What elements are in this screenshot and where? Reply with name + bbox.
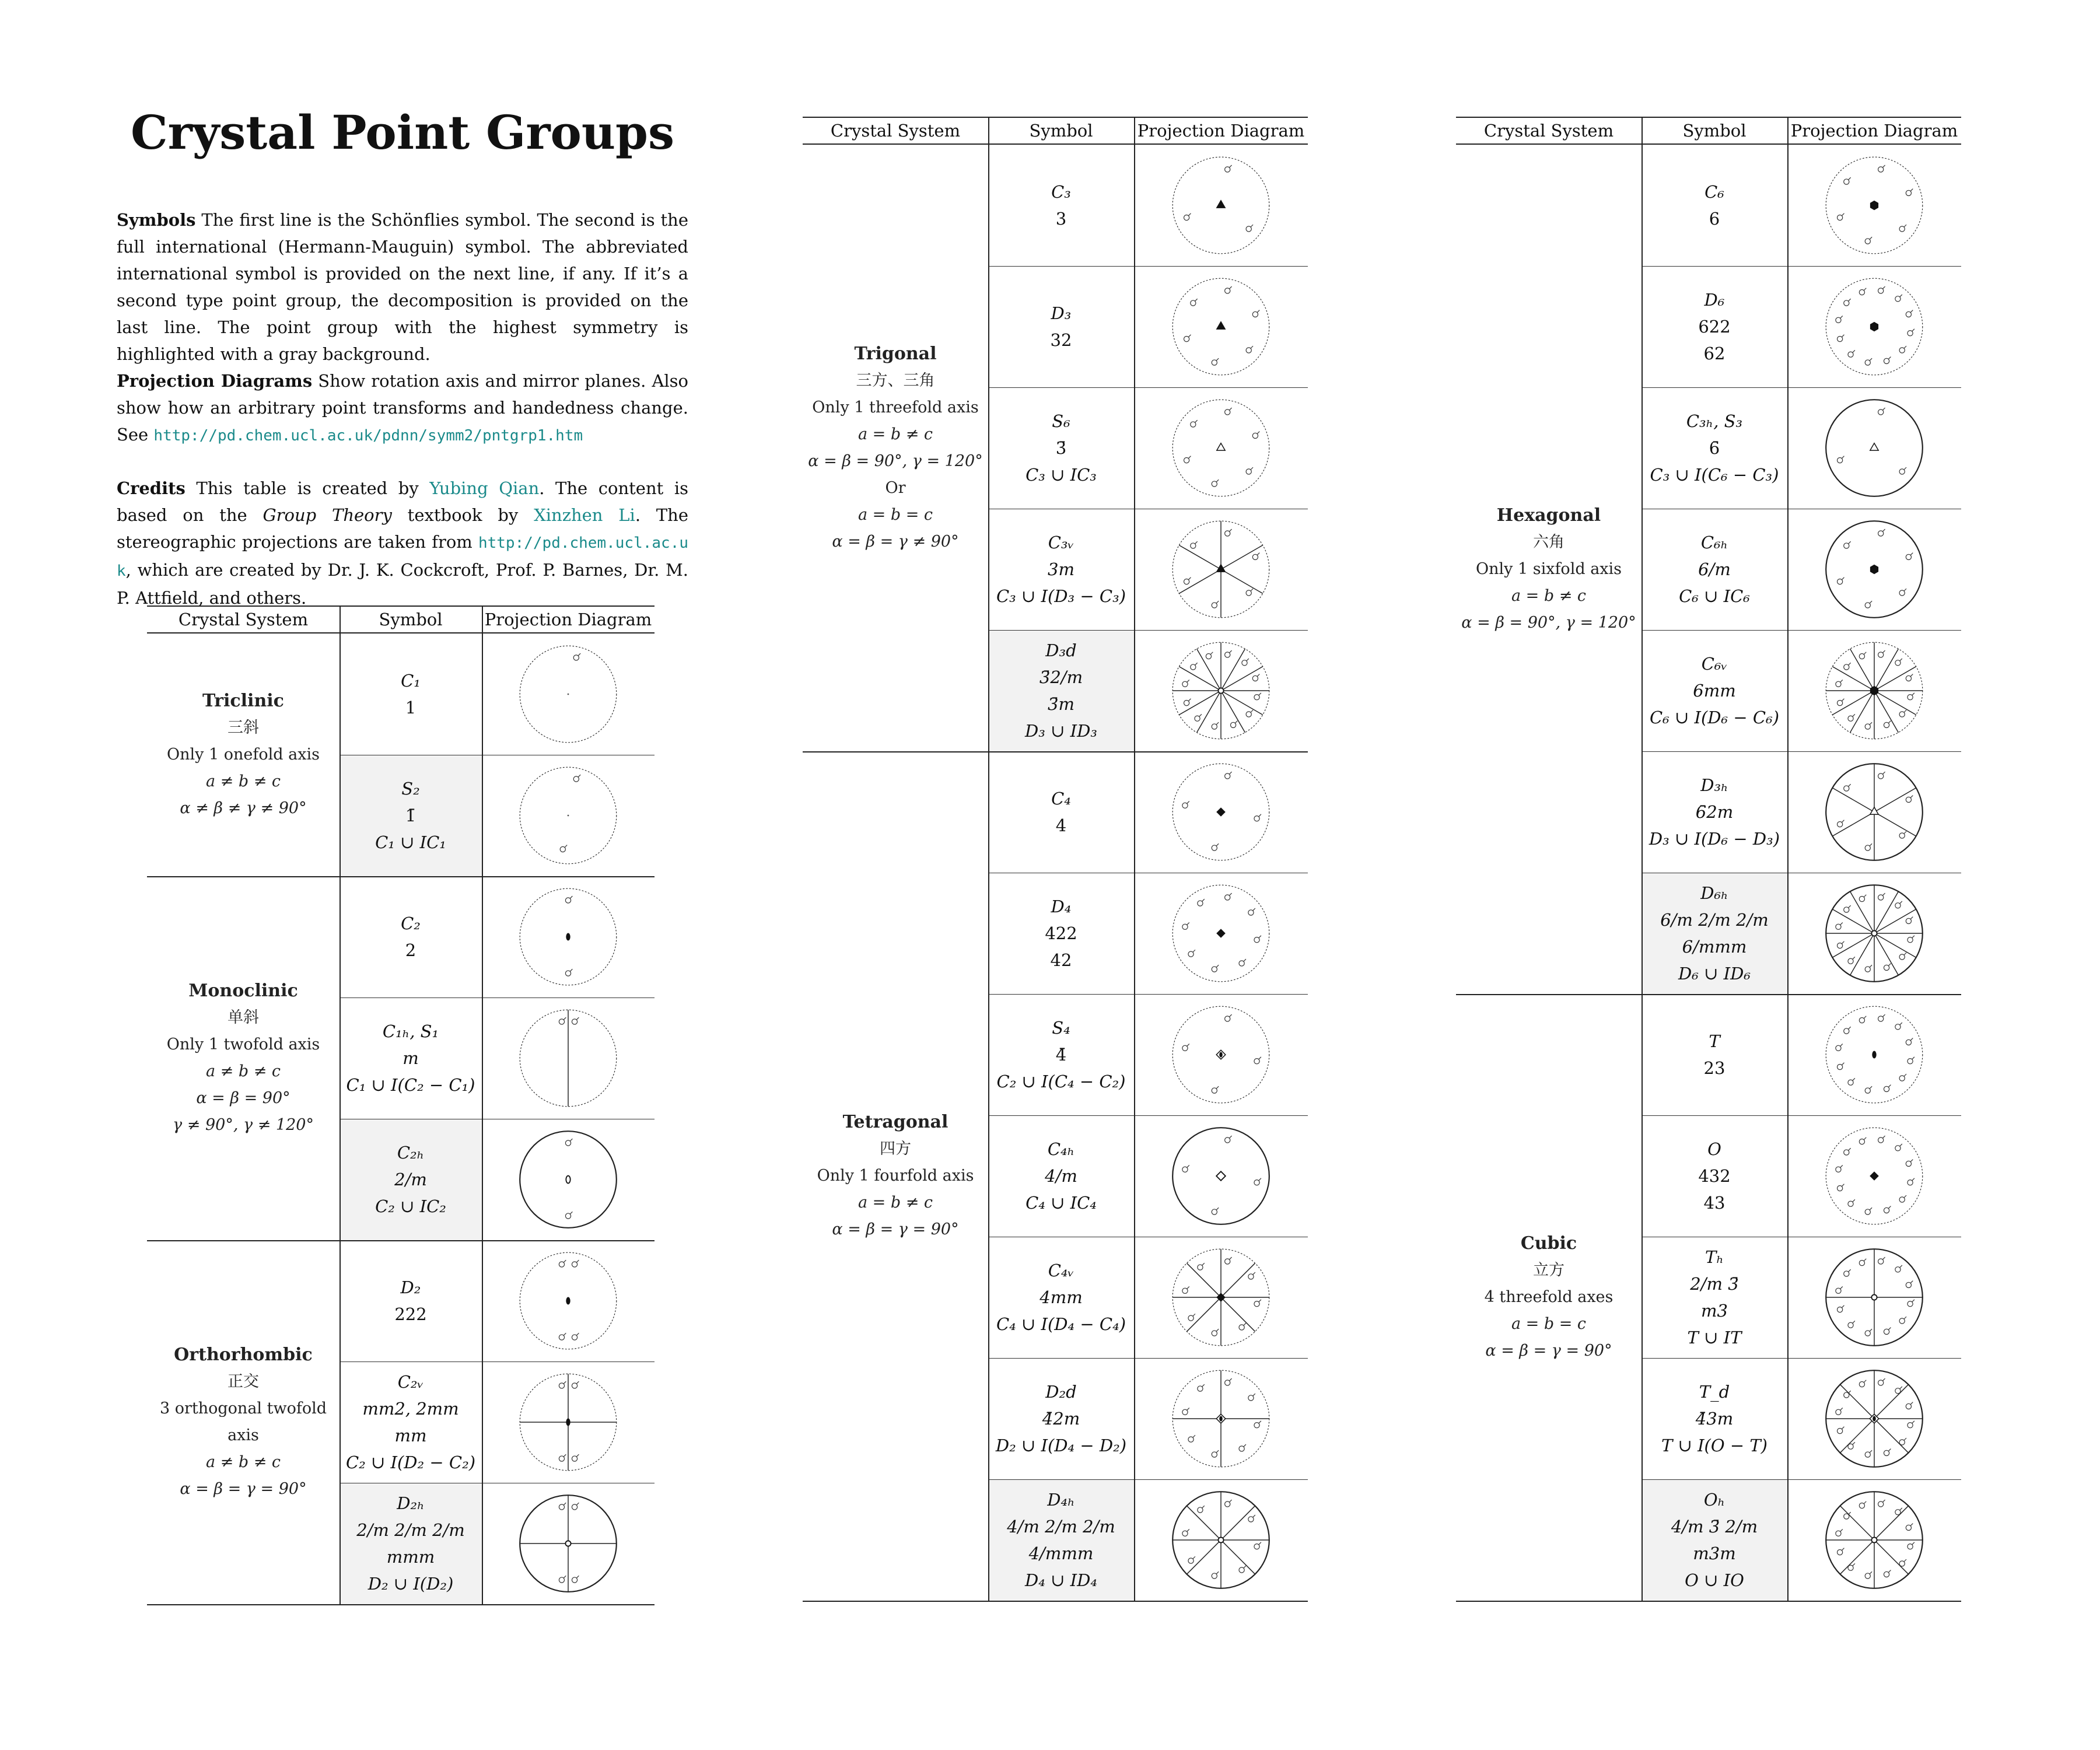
projection-diagram (1821, 880, 1928, 989)
projection-diagram (514, 1126, 622, 1236)
projection-diagram (1167, 758, 1275, 868)
symbol-line: D₂ₕ (397, 1493, 425, 1513)
projection-diagram (1821, 152, 1928, 261)
point-group-symbol (988, 994, 1134, 1115)
projection-diagram (1821, 1365, 1928, 1475)
projection-diagram (514, 883, 622, 993)
symbol-line: 4̄ (1055, 1045, 1067, 1065)
symbol-line: C₄ ∪ I(D₄ − C₄) (996, 1314, 1126, 1334)
projection-diagram (1167, 1486, 1275, 1596)
crystal-system-cell (147, 634, 340, 876)
point-group-symbol (340, 1483, 482, 1604)
paragraph-text: . The stereographic projections are taken from (117, 505, 689, 552)
symbol-line: mmm (386, 1547, 435, 1567)
projection-diagram (1167, 1244, 1275, 1353)
crystal-system-property: Only 1 twofold axis (166, 1035, 320, 1054)
symbol-line: C₂ ∪ I(D₂ − C₂) (345, 1452, 476, 1472)
symbol-line: 42 (1050, 950, 1072, 970)
symbol-line: C₆ ∪ I(D₆ − C₆) (1649, 708, 1780, 727)
symbol-line: 2/m 2/m 2/m (356, 1520, 465, 1540)
crystal-system-property: γ ≠ 90°, γ ≠ 120° (173, 1116, 314, 1134)
table-header (1456, 117, 1961, 145)
symbol-line: 622 (1698, 317, 1731, 337)
symbol-line: 3̄ (1055, 438, 1067, 458)
crystal-system-property: α = β = γ = 90° (180, 1480, 307, 1498)
symbol-line: 6̄2m (1695, 802, 1734, 822)
symbol-line: Oₕ (1703, 1490, 1726, 1510)
point-group-symbol (340, 1240, 482, 1362)
symbol-line: T_d (1699, 1382, 1730, 1402)
symbol-line: D₄ (1051, 897, 1072, 916)
symbol-line: 422 (1045, 923, 1077, 943)
crystal-system-property: Only 1 threefold axis (812, 398, 979, 416)
symbol-line: C₆ ∪ IC₆ (1679, 586, 1750, 606)
crystal-system-property: 3 orthogonal twofold axis (159, 1399, 327, 1444)
projection-diagram (1167, 1122, 1275, 1232)
symbol-line: 1̄ (405, 806, 416, 825)
symbol-line: 3̄m (1048, 694, 1074, 714)
projection-diagram (1167, 394, 1275, 504)
stereographic-projection (1821, 880, 1928, 987)
symbol-line: C₁ ∪ IC₁ (375, 832, 446, 852)
symbol-line: 62 (1703, 344, 1726, 363)
column-header: Crystal System (1483, 121, 1614, 141)
symbol-line: D₆ₕ (1700, 883, 1728, 903)
point-group-symbol (1642, 994, 1787, 1115)
table-header (803, 117, 1308, 145)
symbol-line: C₆ₕ (1700, 533, 1728, 552)
symbol-line: S₂ (401, 779, 420, 799)
crystal-system-property: 四方 (880, 1140, 911, 1158)
author-link[interactable]: Yubing Qian (429, 478, 540, 498)
symbol-line: m3m (1693, 1544, 1736, 1563)
stereographic-projection (1821, 394, 1928, 502)
point-group-symbol (340, 876, 482, 998)
symbol-line: D₆ ∪ ID₆ (1678, 964, 1751, 984)
point-group-table (147, 606, 654, 1605)
crystal-system-property: Only 1 onefold axis (167, 746, 320, 764)
crystal-system-name: Orthorhombic (174, 1345, 313, 1365)
projection-diagram (1821, 1001, 1928, 1111)
projection-diagrams-paragraph (117, 368, 688, 449)
symbol-line: C₆ᵥ (1701, 654, 1728, 674)
symbol-line: D₃d (1045, 640, 1077, 660)
crystal-system-property: 三斜 (228, 719, 259, 737)
crystal-system-property: α = β = 90° (196, 1089, 290, 1107)
stereographic-projection (514, 1247, 622, 1354)
symbol-line: C₄ᵥ (1048, 1261, 1074, 1280)
symbol-line: C₃ₕ, S₃ (1686, 411, 1743, 431)
column-header: Crystal System (178, 610, 309, 629)
paragraph-text: . The content is based on the (117, 478, 688, 525)
point-group-symbol (1642, 387, 1787, 509)
projection-diagram (1821, 394, 1928, 504)
crystal-system-property: 单斜 (228, 1009, 259, 1027)
projection-diagram (1821, 516, 1928, 625)
symbol-line: 4̄2m (1042, 1409, 1080, 1429)
point-group-symbol (988, 630, 1134, 751)
symbol-line: 4/m (1045, 1166, 1077, 1186)
symbol-line: 1 (405, 698, 416, 718)
point-group-symbol (988, 509, 1134, 630)
stereographic-projection (1821, 1122, 1928, 1230)
crystal-system-property: a ≠ b ≠ c (205, 1453, 281, 1471)
symbol-line: C₃ ∪ I(D₃ − C₃) (996, 586, 1126, 606)
stereographic-projection (514, 883, 622, 991)
crystal-system-cell (147, 1240, 340, 1604)
crystal-system-name: Cubic (1520, 1233, 1577, 1254)
crystal-system-property: 4 threefold axes (1484, 1288, 1614, 1306)
crystal-system-name: Trigonal (854, 344, 937, 364)
symbol-line: 4mm (1040, 1287, 1083, 1307)
crystal-system-property: a = b ≠ c (858, 1194, 933, 1212)
projection-diagram (1167, 637, 1275, 747)
paragraph-lead: Credits (117, 478, 186, 498)
projection-diagram (514, 1368, 622, 1478)
symbol-line: D₂ ∪ I(D₂) (368, 1574, 454, 1594)
point-group-symbol (340, 998, 482, 1119)
point-group-symbol (1642, 630, 1787, 751)
symbol-line: 6/mmm (1682, 937, 1747, 957)
symbol-line: m3 (1701, 1301, 1728, 1321)
stereographic-projection (1821, 637, 1928, 744)
crystal-system-cell (1456, 994, 1642, 1601)
crystal-system-property: a = b ≠ c (858, 425, 933, 443)
point-group-symbol (988, 1479, 1134, 1601)
symbol-line: O ∪ IO (1685, 1570, 1744, 1590)
symbol-line: 2/m 3̄ (1690, 1274, 1739, 1294)
crystal-system-name: Hexagonal (1496, 505, 1601, 526)
projection-diagram (514, 1247, 622, 1357)
stereographic-projection (514, 1126, 622, 1233)
symbol-line: 6/m (1698, 559, 1731, 579)
symbol-line: C₃ᵥ (1048, 533, 1074, 552)
symbol-line: 4/mmm (1028, 1544, 1094, 1563)
point-group-table (1456, 117, 1961, 1602)
crystal-system-property: a ≠ b ≠ c (205, 772, 281, 790)
symbol-line: 6̄ (1709, 438, 1720, 458)
symbol-line: 23 (1703, 1058, 1726, 1078)
symbol-line: C₂ ∪ I(C₄ − C₂) (996, 1072, 1126, 1091)
point-group-symbol (988, 1358, 1134, 1479)
symbol-line: C₂ₕ (397, 1143, 425, 1163)
symbol-line: mm (394, 1426, 427, 1446)
point-group-symbol (1642, 751, 1787, 873)
symbol-line: 2/m (394, 1170, 427, 1189)
stereographic-projection (1821, 758, 1928, 866)
stereographic-projection (1821, 1486, 1928, 1594)
symbol-line: mm2, 2mm (362, 1399, 459, 1419)
projection-diagram (1167, 516, 1275, 625)
point-group-symbol (1642, 1358, 1787, 1479)
column-header: Symbol (379, 610, 443, 629)
point-group-symbol (988, 145, 1134, 266)
symbol-line: 6/m 2/m 2/m (1660, 910, 1769, 930)
stereographic-projection (1167, 1122, 1275, 1230)
symbol-line: Tₕ (1705, 1247, 1724, 1267)
paragraph-lead: Projection Diagrams (117, 371, 313, 391)
crystal-system-property: 立方 (1533, 1261, 1564, 1279)
projection-diagram (1167, 152, 1275, 261)
crystal-system-property: α = β = 90°, γ = 120° (1461, 614, 1636, 632)
paragraph-text: This table is created by (185, 478, 430, 498)
symbol-line: D₄ₕ (1047, 1490, 1075, 1510)
symbol-line: D₃ₕ (1700, 775, 1728, 795)
symbol-line: 432 (1698, 1166, 1731, 1186)
author-link[interactable]: Xinzhen Li (534, 505, 635, 525)
stereographic-projection (1167, 273, 1275, 380)
point-group-symbol (988, 873, 1134, 994)
stereographic-projection (1821, 273, 1928, 380)
book-title: Group Theory (262, 505, 392, 525)
column-header: Symbol (1682, 121, 1746, 141)
projection-diagram (514, 1490, 622, 1600)
point-group-symbol (340, 755, 482, 876)
symbol-line: 4/m 2/m 2/m (1007, 1517, 1115, 1536)
symbol-line: O (1707, 1139, 1721, 1159)
projection-diagram (1821, 758, 1928, 868)
symbol-line: m (402, 1048, 419, 1068)
point-group-symbol (1642, 509, 1787, 630)
stereographic-projection (1167, 758, 1275, 866)
point-group-symbol (340, 1119, 482, 1240)
symbol-line: D₂ ∪ I(D₄ − D₂) (995, 1436, 1127, 1455)
crystal-system-property: a ≠ b ≠ c (205, 1062, 281, 1080)
crystal-system-cell (147, 876, 340, 1240)
stereographic-projection (514, 1368, 622, 1476)
crystal-system-name: Monoclinic (188, 981, 298, 1001)
url-link[interactable]: http://pd.chem.ucl.ac.uk (117, 534, 688, 580)
point-group-symbol (988, 1115, 1134, 1237)
crystal-system-name: Tetragonal (842, 1112, 949, 1132)
projection-diagram (1167, 880, 1275, 989)
point-group-symbol (988, 751, 1134, 873)
stereographic-projection (514, 1490, 622, 1597)
crystal-system-name: Triclinic (202, 691, 284, 711)
projection-diagram (514, 762, 622, 872)
stereographic-projection (1167, 394, 1275, 502)
crystal-system-property: α = β = γ = 90° (1485, 1342, 1612, 1360)
symbol-line: D₄ ∪ ID₄ (1025, 1570, 1097, 1590)
point-group-symbol (988, 1237, 1134, 1358)
stereographic-projection (1167, 1486, 1275, 1594)
symbol-line: C₁ (401, 671, 421, 691)
symbol-line: T ∪ IT (1687, 1328, 1742, 1348)
symbol-line: D₃ (1051, 303, 1072, 323)
crystal-system-property: α = β = 90°, γ = 120° (808, 452, 983, 470)
table-header (147, 606, 654, 634)
symbol-line: C₄ ∪ IC₄ (1026, 1193, 1097, 1213)
crystal-system-property: α = β = γ ≠ 90° (832, 533, 959, 551)
symbol-line: 32 (1050, 330, 1072, 350)
symbol-line: 6 (1709, 209, 1720, 229)
stereographic-projection (1821, 152, 1928, 259)
url-link[interactable]: http://pd.chem.ucl.ac.uk/pdnn/symm2/pntgrp1.htm (153, 427, 583, 444)
column-header: Crystal System (830, 121, 961, 141)
symbol-line: 3̄2/m (1039, 667, 1083, 687)
symbol-line: D₃ ∪ ID₃ (1025, 721, 1097, 741)
symbol-line: C₃ (1051, 182, 1071, 202)
stereographic-projection (1167, 637, 1275, 744)
crystal-system-property: α ≠ β ≠ γ ≠ 90° (180, 799, 307, 817)
crystal-system-property: 六角 (1533, 533, 1564, 551)
paragraph-lead: Symbols (117, 210, 196, 230)
crystal-system-cell (803, 145, 988, 751)
symbol-line: S₆ (1052, 411, 1070, 431)
symbol-line: 6mm (1693, 681, 1736, 701)
column-header: Projection Diagram (1137, 121, 1305, 141)
crystal-system-property: α = β = γ = 90° (832, 1220, 959, 1238)
stereographic-projection (1167, 1365, 1275, 1472)
symbol-line: C₂ (401, 914, 421, 933)
projection-diagram (1821, 1244, 1928, 1353)
symbol-line: 43 (1703, 1193, 1726, 1213)
point-group-symbol (1642, 1115, 1787, 1237)
symbol-line: 3m (1048, 559, 1074, 579)
column-header: Projection Diagram (484, 610, 652, 629)
symbol-line: 3 (1055, 209, 1067, 229)
symbol-line: C₆ (1704, 182, 1724, 202)
paragraph-text: Show rotation axis and mirror planes. Also show how an arbitrary point transforms and handedness change. See (117, 371, 688, 444)
projection-diagram (1821, 1122, 1928, 1232)
stereographic-projection (514, 1005, 622, 1112)
point-group-symbol (988, 266, 1134, 387)
symbol-line: C₃ ∪ IC₃ (1026, 465, 1097, 485)
credits-paragraph (117, 475, 688, 611)
stereographic-projection (514, 762, 622, 869)
crystal-system-property: 三方、三角 (856, 372, 935, 390)
symbol-line: T (1709, 1031, 1720, 1051)
symbol-line: 4̄3m (1695, 1409, 1734, 1429)
stereographic-projection (1821, 1001, 1928, 1108)
paragraph-text: The first line is the Schönflies symbol. The second is the full international (Hermann-Mauguin) symbol. The abbreviated international symbol is provided on the next line, if any. If it’s a second type point group, the decomposition is provided on the last line. The point group with the highest symmetry is highlighted with a gray background. (117, 210, 688, 364)
point-group-table (803, 117, 1308, 1602)
symbol-line: D₃ ∪ I(D₆ − D₃) (1648, 829, 1780, 849)
page-title: Crystal Point Groups (130, 105, 675, 160)
point-group-symbol (1642, 145, 1787, 266)
stereographic-projection (1167, 1001, 1275, 1108)
projection-diagram (1821, 637, 1928, 747)
projection-diagram (1167, 1365, 1275, 1475)
crystal-system-property: Or (885, 479, 906, 497)
symbol-line: C₄ₕ (1047, 1139, 1075, 1159)
symbol-line: 2 (405, 940, 416, 960)
symbol-line: C₂ ∪ IC₂ (375, 1196, 446, 1216)
projection-diagram (514, 640, 622, 750)
crystal-system-property: a = b = c (858, 506, 933, 524)
crystal-system-cell (1456, 145, 1642, 994)
symbol-line: T ∪ I(O − T) (1661, 1436, 1768, 1455)
crystal-system-cell (803, 751, 988, 1601)
point-group-symbol (988, 387, 1134, 509)
symbols-paragraph (117, 206, 688, 368)
crystal-system-property: Only 1 sixfold axis (1475, 560, 1622, 578)
stereographic-projection (1167, 516, 1275, 623)
symbol-line: D₆ (1704, 290, 1725, 310)
projection-diagram (1167, 273, 1275, 383)
projection-diagram (1821, 1486, 1928, 1596)
column-header: Symbol (1029, 121, 1093, 141)
stereographic-projection (1167, 1244, 1275, 1351)
stereographic-projection (1167, 152, 1275, 259)
paragraph-text: textbook by (391, 505, 534, 525)
point-group-symbol (1642, 1237, 1787, 1358)
stereographic-projection (1821, 1365, 1928, 1472)
symbol-line: C₁ₕ, S₁ (382, 1021, 439, 1041)
point-group-symbol (1642, 266, 1787, 387)
projection-diagram (514, 1005, 622, 1114)
stereographic-projection (514, 640, 622, 748)
projection-diagram (1821, 273, 1928, 383)
symbol-line: D₂d (1045, 1382, 1077, 1402)
symbol-line: C₂ᵥ (397, 1372, 424, 1392)
stereographic-projection (1821, 516, 1928, 623)
point-group-symbol (340, 1362, 482, 1483)
stereographic-projection (1821, 1244, 1928, 1351)
point-group-symbol (1642, 1479, 1787, 1601)
symbol-line: 4/m 3̄ 2/m (1671, 1517, 1758, 1536)
crystal-system-property: 正交 (228, 1373, 259, 1391)
crystal-system-property: a = b ≠ c (1511, 587, 1587, 605)
symbol-line: D₂ (400, 1278, 421, 1297)
paragraph-text: , which are created by Dr. J. K. Cockcroft, Prof. P. Barnes, Dr. M. P. Attfield, and others. (117, 560, 688, 608)
symbol-line: 222 (394, 1304, 427, 1324)
point-group-symbol (340, 634, 482, 755)
projection-diagram (1167, 1001, 1275, 1111)
crystal-system-property: Only 1 fourfold axis (817, 1167, 974, 1185)
crystal-system-property: a = b = c (1511, 1315, 1587, 1333)
symbol-line: 4 (1055, 816, 1067, 835)
symbol-line: S₄ (1052, 1018, 1070, 1038)
symbol-line: C₁ ∪ I(C₂ − C₁) (346, 1075, 475, 1095)
point-group-symbol (1642, 873, 1787, 994)
symbol-line: C₄ (1051, 789, 1071, 808)
stereographic-projection (1167, 880, 1275, 987)
column-header: Projection Diagram (1790, 121, 1958, 141)
symbol-line: C₃ ∪ I(C₆ − C₃) (1650, 465, 1779, 485)
